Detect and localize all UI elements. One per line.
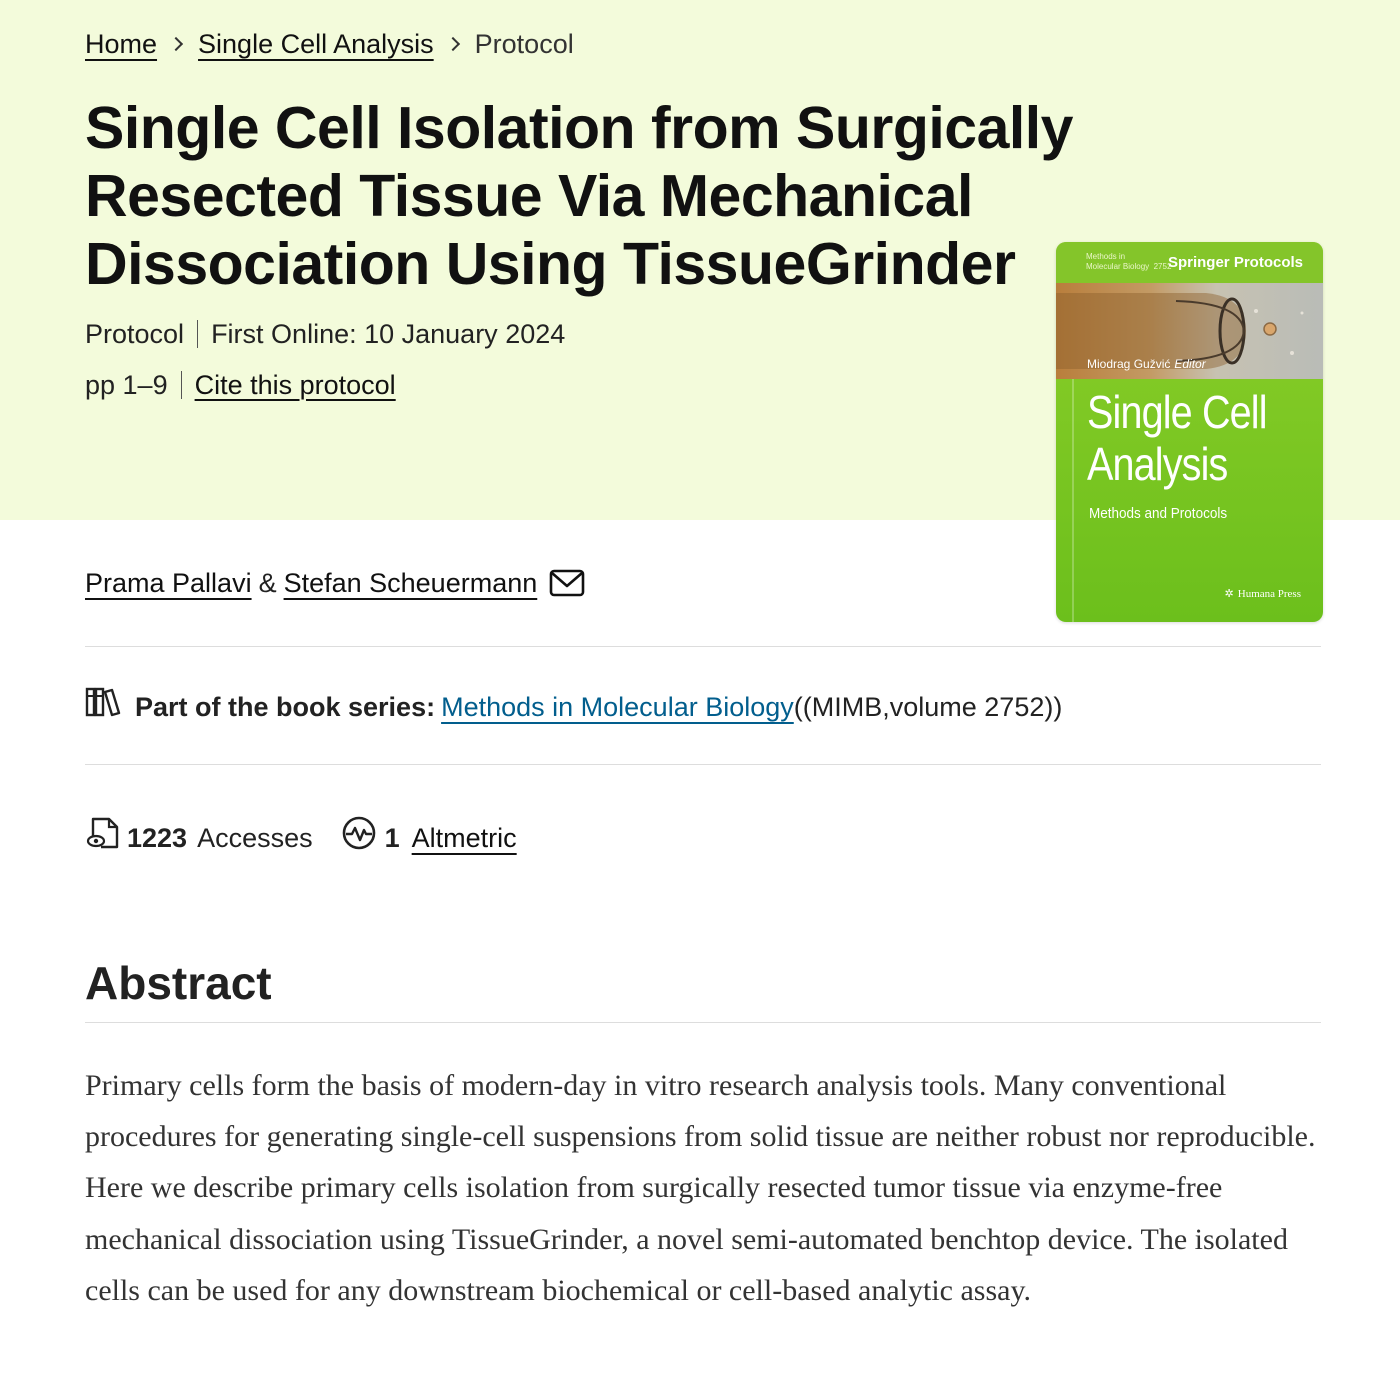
author-link[interactable]: Stefan Scheuermann [283, 568, 538, 598]
accesses-count: 1223 [127, 822, 188, 853]
chevron-right-icon [446, 37, 460, 51]
book-series-link[interactable]: Methods in Molecular Biology [441, 691, 794, 722]
altmetric-count: 1 [384, 822, 400, 853]
cover-publisher: ✲ Humana Press [1224, 588, 1301, 600]
humana-logo-icon: ✲ [1224, 588, 1234, 600]
altmetric-link[interactable]: Altmetric [411, 822, 517, 853]
envelope-icon[interactable] [549, 568, 585, 598]
abstract-heading: Abstract [85, 957, 272, 1009]
book-series-info [85, 686, 1062, 727]
abstract-text: Primary cells form the basis of modern-day in vitro research analysis tools. Many conventional procedures for generating single-cell suspensions from solid tissue are neither robust nor reproducible. Here we describe primary cells isolation from surgically resected tumor tissue via enzyme-free mechanical dissociation using TissueGrinder, a novel semi-automated benchtop device. The isolated cells can be used for any downstream biochemical or cell-based analytic assay. [85, 1069, 1316, 1307]
cover-editor: Miodrag Gužvić Editor [1087, 357, 1206, 371]
breadcrumb-home-link[interactable]: Home [85, 29, 158, 59]
divider [181, 371, 182, 399]
first-online-date: First Online: 10 January 2024 [211, 319, 566, 349]
cite-this-protocol-link[interactable]: Cite this protocol [194, 370, 396, 400]
protocol-meta [85, 316, 565, 352]
author-link[interactable]: Prama Pallavi [85, 568, 252, 598]
breadcrumb [85, 26, 574, 62]
page-title: Single Cell Isolation from Surgically Resected Tissue Via Mechanical Dissociation Using TissueGrinder [85, 95, 1073, 297]
accesses-icon [85, 815, 121, 860]
book-series-volume: ((MIMB,volume 2752)) [793, 691, 1063, 722]
page-range: pp 1–9 [85, 370, 168, 400]
cover-title: Single Cell Analysis [1087, 386, 1267, 490]
altmetric-group [341, 815, 517, 860]
breadcrumb-current: Protocol [474, 29, 574, 59]
content-type-label: Protocol [85, 319, 185, 349]
books-icon [85, 686, 121, 727]
cover-series-name: Methods in Molecular Biology 2752 [1086, 252, 1172, 271]
book-cover[interactable] [1056, 242, 1323, 622]
altmetric-icon [341, 815, 377, 860]
cover-subtitle: Methods and Protocols [1089, 505, 1228, 522]
book-series-label: Part of the book series: [135, 691, 436, 722]
divider [85, 764, 1321, 765]
author-separator: & [258, 568, 277, 598]
author-list [85, 565, 585, 601]
article-metrics [85, 815, 517, 860]
divider [85, 1022, 1321, 1023]
divider [85, 646, 1321, 647]
cover-brand: Springer Protocols [1167, 254, 1303, 271]
cover-stripe [1072, 379, 1074, 622]
pages-meta [85, 367, 396, 403]
breadcrumb-section-link[interactable]: Single Cell Analysis [198, 29, 434, 59]
divider [197, 320, 198, 348]
accesses-label: Accesses [197, 822, 313, 853]
chevron-right-icon [169, 37, 183, 51]
